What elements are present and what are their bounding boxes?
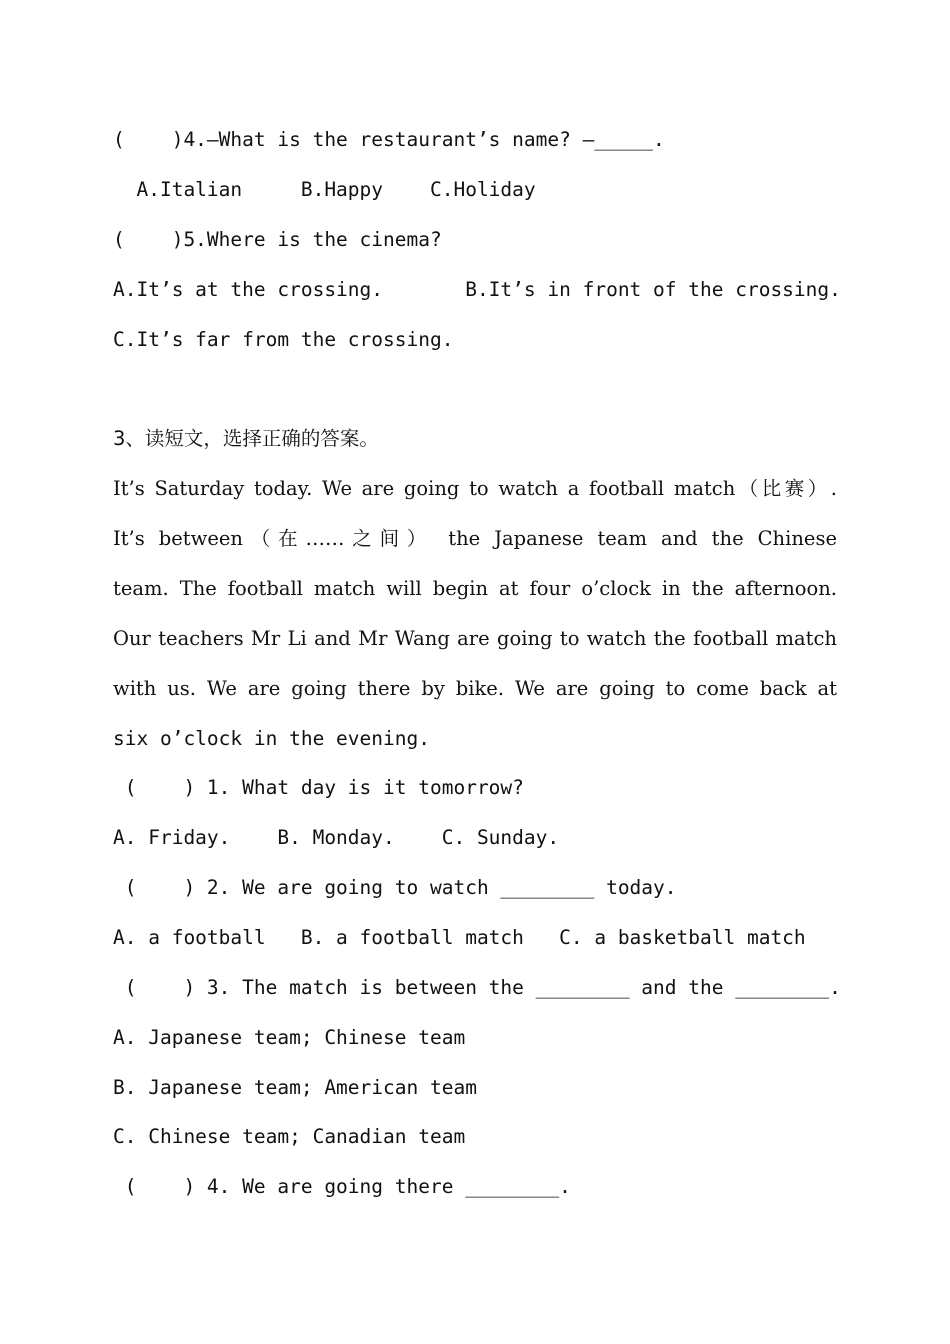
- passage-line: with us. We are going there by bike. We are going to come back at: [113, 677, 837, 700]
- passage-line: It’s Saturday today. We are going to watch a football match（比赛）.: [113, 477, 837, 500]
- passage-line: team. The football match will begin at four o’clock in the afternoon.: [113, 577, 837, 600]
- reading-question-2: ( ) 2. We are going to watch ________ today.: [113, 876, 677, 899]
- question-4: ( )4.—What is the restaurant’s name? —_____.: [113, 128, 665, 151]
- reading-question-4: ( ) 4. We are going there ________.: [113, 1175, 571, 1198]
- reading-question-3: ( ) 3. The match is between the ________ and the ________.: [113, 976, 841, 999]
- reading-question-3-option-b: B. Japanese team; American team: [113, 1076, 477, 1099]
- passage-line: Our teachers Mr Li and Mr Wang are going to watch the football match: [113, 627, 837, 650]
- passage-last-line: six o’clock in the evening.: [113, 727, 430, 750]
- question-5-options-ab: A.It’s at the crossing. B.It’s in front of the crossing.: [113, 278, 841, 301]
- reading-question-1: ( ) 1. What day is it tomorrow?: [113, 776, 524, 799]
- reading-question-1-options: A. Friday. B. Monday. C. Sunday.: [113, 826, 560, 849]
- passage-line: It’s between（在……之间） the Japanese team and the Chinese: [113, 527, 837, 550]
- reading-question-3-option-c: C. Chinese team; Canadian team: [113, 1125, 466, 1148]
- question-4-options: A.Italian B.Happy C.Holiday: [113, 178, 536, 201]
- question-5: ( )5.Where is the cinema?: [113, 228, 442, 251]
- section-3-heading: 3、读短文，选择正确的答案。: [113, 427, 379, 450]
- reading-question-2-options: A. a football B. a football match C. a basketball match: [113, 926, 806, 949]
- reading-question-3-option-a: A. Japanese team; Chinese team: [113, 1026, 466, 1049]
- question-5-option-c: C.It’s far from the crossing.: [113, 328, 454, 351]
